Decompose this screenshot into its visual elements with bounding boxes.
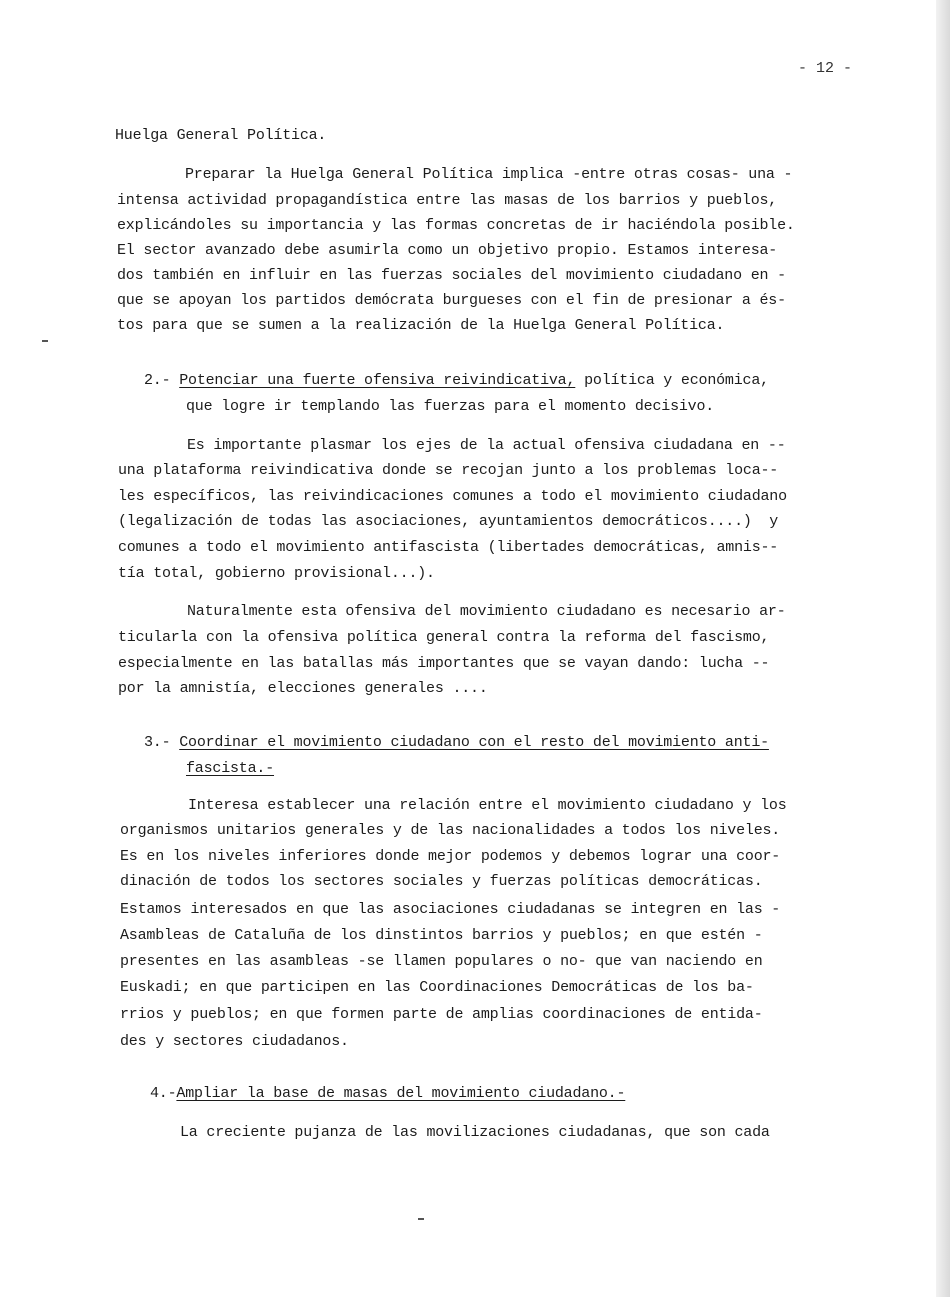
section-title: Potenciar una fuerte ofensiva reivindicativa, [179,372,576,389]
paragraph-line: por la amnistía, elecciones generales .... [118,680,488,697]
scan-speck [418,1218,424,1220]
scan-edge [936,0,950,1297]
paragraph-line: comunes a todo el movimiento antifascista (libertades democráticas, amnis-- [118,539,779,556]
section-3-heading [144,731,769,755]
section-number: 2.- [144,372,171,389]
paragraph-line: des y sectores ciudadanos. [120,1033,349,1050]
section-title: Coordinar el movimiento ciudadano con el resto del movimiento anti- [179,734,769,751]
page-number: - 12 - [798,60,853,77]
section-title-continuation: política y económica, [575,372,769,389]
paragraph-line: Euskadi; en que participen en las Coordinaciones Democráticas de los ba- [120,979,754,996]
paragraph-line: les específicos, las reivindicaciones comunes a todo el movimiento ciudadano [118,488,787,505]
paragraph-line: tía total, gobierno provisional...). [118,565,435,582]
paragraph-line: Preparar la Huelga General Política implica -entre otras cosas- una - [185,166,793,183]
paragraph-line: (legalización de todas las asociaciones, ayuntamientos democráticos....) y [118,513,779,530]
paragraph-line: Es importante plasmar los ejes de la actual ofensiva ciudadana en -- [187,437,786,454]
paragraph-line: tos para que se sumen a la realización de la Huelga General Política. [117,317,725,334]
paragraph-line: especialmente en las batallas más importantes que se vayan dando: lucha -- [118,655,770,672]
section-2-line: que logre ir templando las fuerzas para el momento decisivo. [186,398,715,415]
paragraph-line: La creciente pujanza de las movilizaciones ciudadanas, que son cada [180,1124,770,1141]
paragraph-line: explicándoles su importancia y las formas concretas de ir haciéndola posible. [117,217,795,234]
paragraph-line: Estamos interesados en que las asociaciones ciudadanas se integren en las - [120,901,781,918]
section-number: 4.- [150,1085,177,1102]
paragraph-line: una plataforma reivindicativa donde se recojan junto a los problemas loca-- [118,462,779,479]
section-4-heading [150,1082,625,1106]
paragraph-line: El sector avanzado debe asumirla como un objetivo propio. Estamos interesa- [117,242,778,259]
section-number: 3.- [144,734,171,751]
paragraph-line: dos también en influir en las fuerzas sociales del movimiento ciudadano en - [117,267,786,284]
paragraph-line: organismos unitarios generales y de las nacionalidades a todos los niveles. [120,822,781,839]
paragraph-line: Naturalmente esta ofensiva del movimiento ciudadano es necesario ar- [187,603,786,620]
paragraph-line: rrios y pueblos; en que formen parte de amplias coordinaciones de entida- [120,1006,763,1023]
paragraph-line: ticularla con la ofensiva política general contra la reforma del fascismo, [118,629,770,646]
paragraph-line: dinación de todos los sectores sociales y fuerzas políticas democráticas. [120,873,763,890]
paragraph-line: Interesa establecer una relación entre el movimiento ciudadano y los [188,797,787,814]
section-title-continuation: fascista.- [186,760,275,777]
paragraph-line: intensa actividad propagandística entre las masas de los barrios y pueblos, [117,192,778,209]
paragraph-line: presentes en las asambleas -se llamen populares o no- que van naciendo en [120,953,763,970]
scan-speck [42,340,48,342]
section-2-heading [144,369,769,393]
paragraph-line: que se apoyan los partidos demócrata burgueses con el fin de presionar a és- [117,292,786,309]
section-title: Ampliar la base de masas del movimiento ciudadano.- [176,1085,626,1102]
paragraph-line: Es en los niveles inferiores donde mejor podemos y debemos lograr una coor- [120,848,781,865]
paragraph-line: Asambleas de Cataluña de los dinstintos barrios y pueblos; en que estén - [120,927,763,944]
section-heading: Huelga General Política. [115,127,327,144]
